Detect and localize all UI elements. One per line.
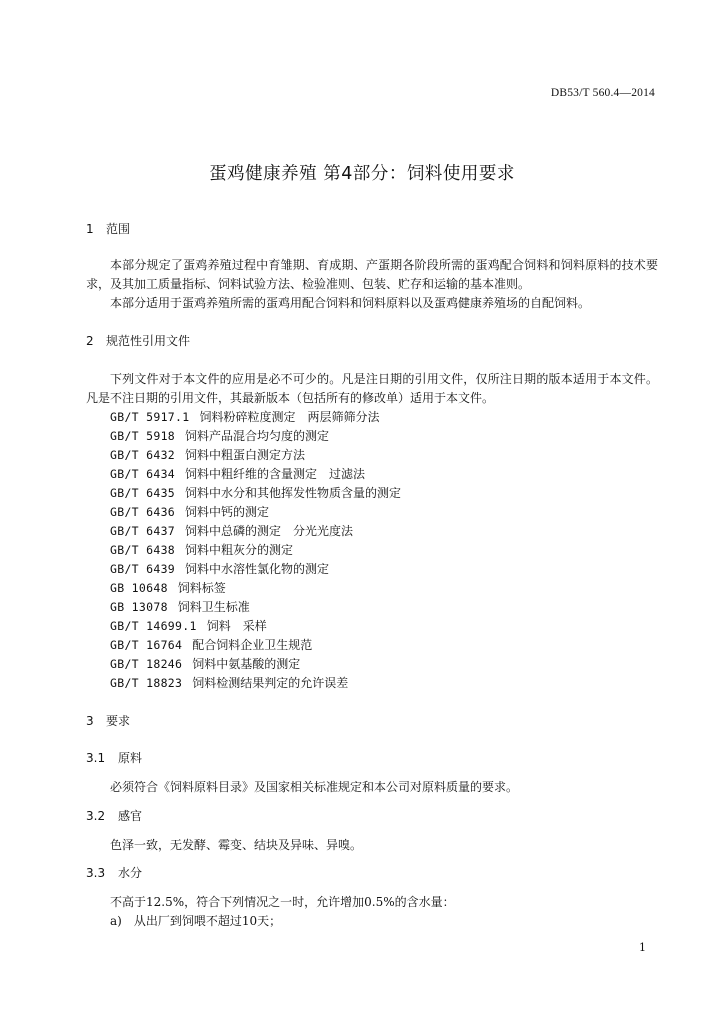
section-3-1-text: 必须符合《饲料原料目录》及国家相关标准规定和本公司对原料质量的要求。 — [110, 780, 519, 794]
section-1-paragraph-2: 本部分适用于蛋鸡养殖所需的蛋鸡用配合饲料和饲料原料以及蛋鸡健康养殖场的自配饲料。 — [110, 296, 591, 310]
reference-code: GB/T 14699.1 — [110, 619, 197, 633]
reference-title: 饲料中水分和其他挥发性物质含量的测定 — [185, 486, 402, 500]
section-3-1-number: 3.1 — [86, 751, 106, 765]
section-3-heading — [86, 712, 130, 729]
reference-title: 饲料卫生标准 — [177, 600, 250, 614]
section-2-heading — [86, 332, 190, 349]
reference-item — [110, 484, 401, 503]
reference-code: GB/T 18246 — [110, 657, 183, 671]
reference-title: 饲料产品混合均匀度的测定 — [185, 429, 330, 443]
reference-code: GB/T 5917.1 — [110, 410, 190, 424]
reference-title: 饲料中总磷的测定 分光光度法 — [185, 524, 354, 538]
reference-title: 饲料中粗纤维的含量测定 过滤法 — [185, 467, 366, 481]
reference-code: GB 10648 — [110, 581, 168, 595]
section-2-paragraph-1: 下列文件对于本文件的应用是必不可少的。凡是注日期的引用文件，仅所注日期的版本适用于本文件。凡是不注日期的引用文件，其最新版本（包括所有的修改单）适用于本文件。 — [86, 372, 658, 405]
reference-item — [110, 617, 267, 636]
reference-item — [110, 655, 300, 674]
reference-code: GB/T 6439 — [110, 562, 176, 576]
reference-title: 饲料粉碎粒度测定 两层筛筛分法 — [199, 410, 380, 424]
reference-item — [110, 579, 226, 598]
section-1-heading — [86, 220, 130, 237]
reference-code: GB/T 6434 — [110, 467, 176, 481]
reference-code: GB/T 6438 — [110, 543, 176, 557]
section-3-number: 3 — [86, 714, 94, 728]
reference-item — [110, 636, 312, 655]
reference-item — [110, 674, 348, 693]
reference-item — [110, 446, 305, 465]
reference-item — [110, 408, 379, 427]
section-3-2-number: 3.2 — [86, 809, 106, 823]
reference-title: 配合饲料企业卫生规范 — [192, 638, 313, 652]
reference-item — [110, 560, 329, 579]
reference-item — [110, 503, 269, 522]
reference-item — [110, 465, 365, 484]
section-2-title: 规范性引用文件 — [106, 334, 191, 348]
reference-title: 饲料检测结果判定的允许误差 — [192, 676, 349, 690]
reference-code: GB/T 6432 — [110, 448, 176, 462]
section-1-paragraph-1: 本部分规定了蛋鸡养殖过程中育雏期、育成期、产蛋期各阶段所需的蛋鸡配合饲料和饲料原料的技术要求，及其加工质量指标、饲料试验方法、检验准则、包装、贮存和运输的基本准则。 — [86, 258, 658, 291]
reference-code: GB/T 5918 — [110, 429, 176, 443]
section-3-3-number: 3.3 — [86, 866, 106, 880]
section-3-3-title: 水分 — [118, 866, 143, 880]
reference-title: 饲料标签 — [177, 581, 226, 595]
reference-code: GB/T 6437 — [110, 524, 176, 538]
reference-item — [110, 427, 329, 446]
reference-item — [110, 541, 293, 560]
section-3-1-title: 原料 — [118, 751, 143, 765]
reference-title: 饲料中粗灰分的测定 — [185, 543, 294, 557]
section-3-1-heading — [86, 749, 142, 766]
section-2-number: 2 — [86, 334, 94, 348]
section-3-3-item-a: a) 从出厂到饲喂不超过10天； — [110, 914, 282, 928]
reference-title: 饲料中水溶性氯化物的测定 — [185, 562, 330, 576]
section-3-3-heading — [86, 864, 142, 881]
standard-code: DB53/T 560.4—2014 — [550, 87, 655, 99]
reference-code: GB/T 6435 — [110, 486, 176, 500]
reference-title: 饲料中粗蛋白测定方法 — [185, 448, 306, 462]
reference-title: 饲料中氨基酸的测定 — [192, 657, 301, 671]
section-3-2-title: 感官 — [118, 809, 143, 823]
section-3-2-heading — [86, 807, 142, 824]
reference-title: 饲料 采样 — [206, 619, 267, 633]
reference-code: GB/T 16764 — [110, 638, 183, 652]
section-1-number: 1 — [86, 222, 94, 236]
section-3-title: 要求 — [106, 714, 131, 728]
section-1-title: 范围 — [106, 222, 131, 236]
reference-item — [110, 522, 353, 541]
reference-item — [110, 598, 250, 617]
document-title: 蛋鸡健康养殖 第4部分：饲料使用要求 — [209, 164, 515, 184]
reference-code: GB 13078 — [110, 600, 168, 614]
page-number: 1 — [639, 941, 646, 954]
reference-title: 饲料中钙的测定 — [185, 505, 270, 519]
section-3-2-text: 色泽一致，无发酵、霉变、结块及异味、异嗅。 — [110, 838, 363, 852]
section-3-3-text: 不高于12.5%，符合下列情况之一时，允许增加0.5%的含水量： — [110, 895, 455, 909]
reference-code: GB/T 18823 — [110, 676, 183, 690]
reference-code: GB/T 6436 — [110, 505, 176, 519]
